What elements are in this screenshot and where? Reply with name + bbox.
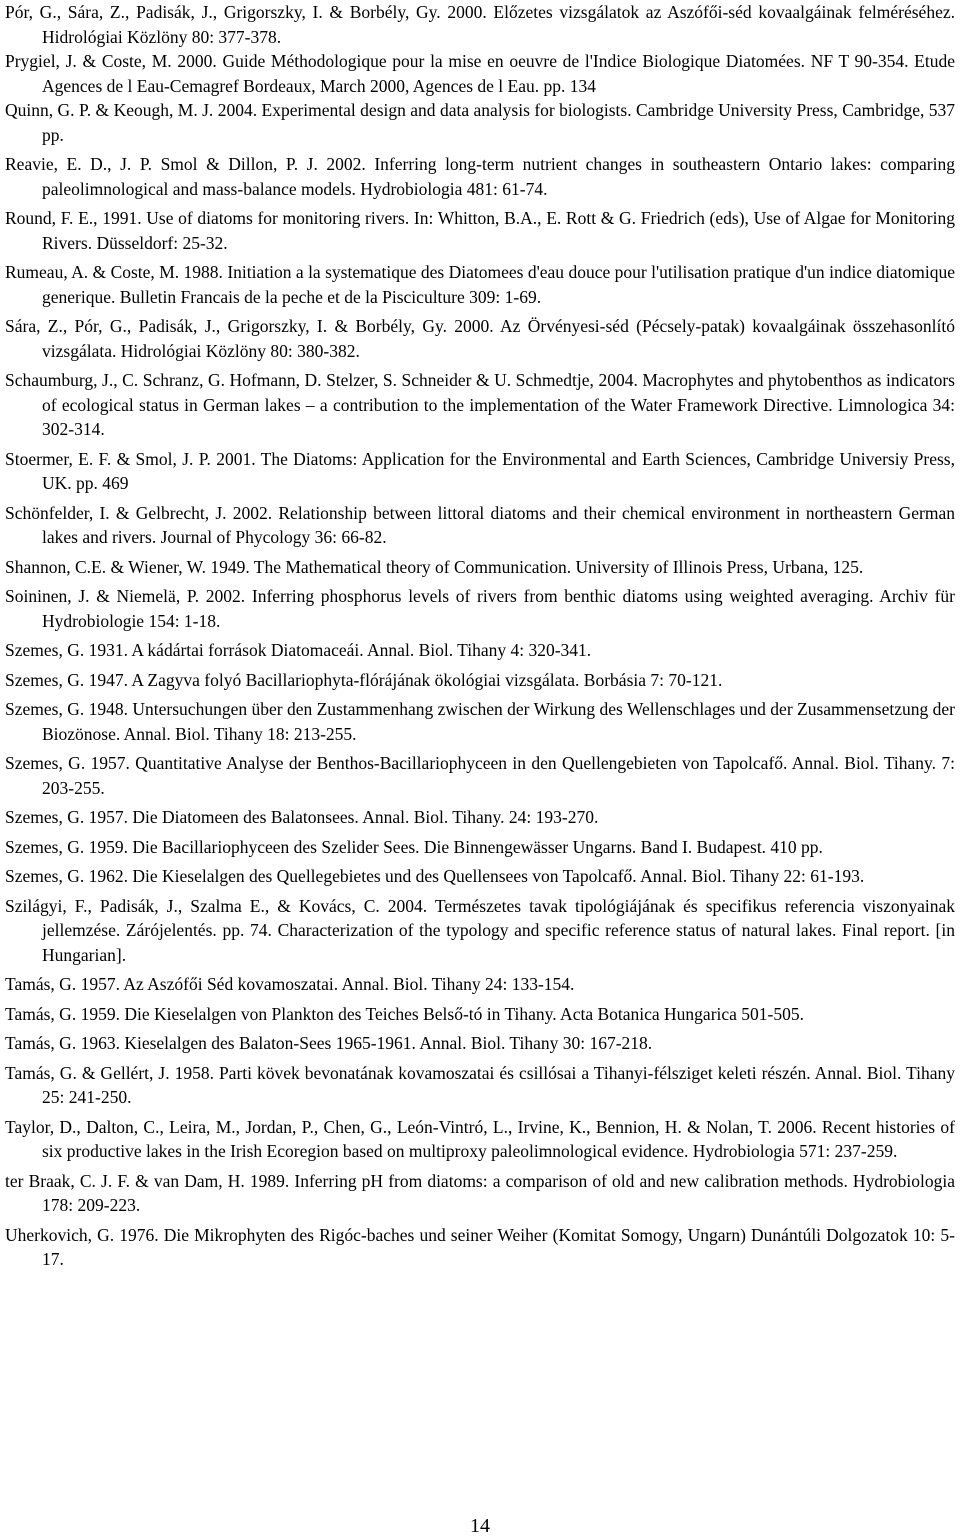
reference-entry: Stoermer, E. F. & Smol, J. P. 2001. The Diatoms: Application for the Environmental and Earth Sciences, Cambridge Universiy Press, UK. pp. 469 — [5, 448, 955, 493]
reference-entry: Quinn, G. P. & Keough, M. J. 2004. Experimental design and data analysis for biologists. Cambridge University Press, Cambridge, 537 pp. — [5, 100, 955, 145]
reference-entry: Szemes, G. 1931. A kádártai források Diatomaceái. Annal. Biol. Tihany 4: 320-341. — [5, 640, 592, 660]
reference-entry: Prygiel, J. & Coste, M. 2000. Guide Méthodologique pour la mise en oeuvre de l'Indice Biologique Diatomées. NF T 90-354. Etude Agences de l Eau-Cemagref Bordeaux, March 2000, Agences de l Eau. pp. 134 — [5, 51, 955, 96]
reference-entry: Tamás, G. 1963. Kieselalgen des Balaton-Sees 1965-1961. Annal. Biol. Tihany 30: 167-218. — [5, 1033, 653, 1053]
reference-entry: Schönfelder, I. & Gelbrecht, J. 2002. Relationship between littoral diatoms and their chemical environment in northeastern German lakes and rivers. Journal of Phycology 36: 66-82. — [5, 502, 955, 547]
reference-entry: ter Braak, C. J. F. & van Dam, H. 1989. Inferring pH from diatoms: a comparison of old and new calibration methods. Hydrobiologia 178: 209-223. — [5, 1170, 955, 1215]
reference-entry: Uherkovich, G. 1976. Die Mikrophyten des Rigóc-baches und seiner Weiher (Komitat Somogy, Ungarn) Dunántúli Dolgozatok 10: 5-17. — [5, 1224, 955, 1269]
reference-entry: Szemes, G. 1947. A Zagyva folyó Bacillariophyta-flórájának ökológiai vizsgálata. Borbásia 7: 70-121. — [5, 669, 723, 690]
reference-entry: Tamás, G. 1959. Die Kieselalgen von Plankton des Teiches Belső-tó in Tihany. Acta Botanica Hungarica 501-505. — [5, 1003, 805, 1024]
reference-entry: Round, F. E., 1991. Use of diatoms for monitoring rivers. In: Whitton, B.A., E. Rott & G. Friedrich (eds), Use of Algae for Monitoring Rivers. Düsseldorf: 25-32. — [5, 208, 955, 253]
reference-entry: Pór, G., Sára, Z., Padisák, J., Grigorszky, I. & Borbély, Gy. 2000. Előzetes vizsgálatok az Aszófői-séd kovaalgáinak felméréséhez. Hidrológiai Közlöny 80: 377-378. — [5, 2, 955, 47]
reference-entry: Soininen, J. & Niemelä, P. 2002. Inferring phosphorus levels of rivers from benthic diatoms using weighted averaging. Archiv für Hydrobiologie 154: 1-18. — [5, 586, 955, 631]
reference-entry: Tamás, G. & Gellért, J. 1958. Parti kövek bevonatának kovamoszatai és csillósai a Tihanyi-félsziget keleti részén. Annal. Biol. Tihany 25: 241-250. — [5, 1062, 955, 1107]
reference-entry: Tamás, G. 1957. Az Aszófői Séd kovamoszatai. Annal. Biol. Tihany 24: 133-154. — [5, 974, 575, 994]
reference-entry: Szemes, G. 1959. Die Bacillariophyceen des Szelider Sees. Die Binnengewässer Ungarns. Band I. Budapest. 410 pp. — [5, 836, 823, 857]
reference-entry: Rumeau, A. & Coste, M. 1988. Initiation a la systematique des Diatomees d'eau douce pour l'utilisation pratique d'un indice diatomique generique. Bulletin Francais de la peche et de la Pisciculture 309: 1-69. — [5, 262, 955, 307]
reference-entry: Shannon, C.E. & Wiener, W. 1949. The Mathematical theory of Communication. University of Illinois Press, Urbana, 125. — [5, 556, 864, 577]
reference-entry: Szilágyi, F., Padisák, J., Szalma E., & Kovács, C. 2004. Természetes tavak tipológiájának és specifikus referencia viszonyainak jellemzése. Zárójelentés. pp. 74. Characterization of the typology and specific reference status of natural lakes. Final report. [in Hungarian]. — [5, 895, 955, 965]
reference-entry: Reavie, E. D., J. P. Smol & Dillon, P. J. 2002. Inferring long-term nutrient changes in southeastern Ontario lakes: comparing paleolimnological and mass-balance models. Hydrobiologia 481: 61-74. — [5, 154, 955, 199]
reference-entry: Taylor, D., Dalton, C., Leira, M., Jordan, P., Chen, G., León-Vintró, L., Irvine, K., Bennion, H. & Nolan, T. 2006. Recent histories of six productive lakes in the Irish Ecoregion based on multiproxy paleolimnological evidence. Hydrobiologia 571: 237-259. — [5, 1116, 955, 1161]
reference-entry: Schaumburg, J., C. Schranz, G. Hofmann, D. Stelzer, S. Schneider & U. Schmedtje, 2004. Macrophytes and phytobenthos as indicators of ecological status in German lakes – a contribution to the implementation of the Water Framework Directive. Limnologica 34: 302-314. — [5, 370, 955, 439]
reference-entry: Sára, Z., Pór, G., Padisák, J., Grigorszky, I. & Borbély, Gy. 2000. Az Örvényesi-séd (Pécsely-patak) kovaalgáinak összehasonlító vizsgálata. Hidrológiai Közlöny 80: 380-382. — [5, 316, 955, 361]
reference-list — [5, 0, 955, 1277]
reference-entry: Szemes, G. 1957. Quantitative Analyse der Benthos-Bacillariophyceen in den Quellengebieten von Tapolcafő. Annal. Biol. Tihany. 7: 203-255. — [5, 753, 955, 798]
reference-entry: Szemes, G. 1948. Untersuchungen über den Zustammenhang zwischen der Wirkung des Wellenschlages und der Zusammensetzung der Biozönose. Annal. Biol. Tihany 18: 213-255. — [5, 699, 955, 744]
reference-entry: Szemes, G. 1957. Die Diatomeen des Balatonsees. Annal. Biol. Tihany. 24: 193-270. — [5, 807, 599, 827]
page-number: 14 — [470, 1515, 490, 1537]
reference-entry: Szemes, G. 1962. Die Kieselalgen des Quellegebietes und des Quellensees von Tapolcafő. Annal. Biol. Tihany 22: 61-193. — [5, 866, 865, 886]
